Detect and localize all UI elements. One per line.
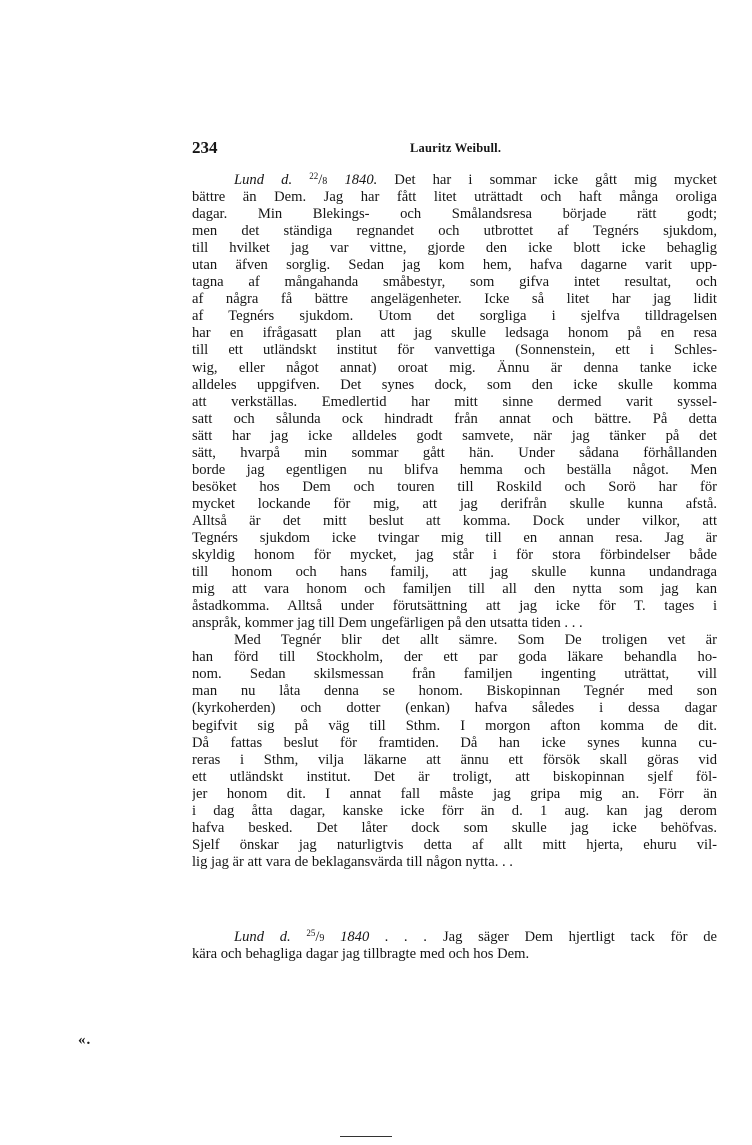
letter-1-line-1: Lund d. $^{22}$/8 1840. Det har i sommar icke gått mig mycket (234, 172, 717, 188)
letter-1-first-text: Det har i sommar icke gått mig mycket (394, 172, 717, 188)
letter1-line: besöket hos Dem och touren till Roskild och Sorö har för (192, 478, 717, 495)
letter1-line: man nu låta denna se honom. Biskopinnan Tegnér med son (192, 683, 717, 700)
letter1-line: (kyrkoherden) och dotter (enkan) hafva således i dessa dagar (192, 700, 717, 717)
margin-mark: «. (78, 1032, 92, 1048)
letter1-line: hafva besked. Det låter dock som skulle jag icke behöfvas. (192, 819, 717, 836)
letter1-line: skyldig honom för mycket, jag står i för stora förbindelser både (192, 547, 717, 564)
letter1-line: Tegnérs sjukdom icke tvingar mig till en annan resa. Jag är (192, 529, 717, 546)
letter1-line: tagna af mångahanda småbestyr, som gifva intet resultat, och (192, 274, 717, 291)
letter2-line: kära och behagliga dagar jag tillbragte med och hos Dem. (192, 946, 530, 963)
letter1-line: jer honom dit. I annat fall måste jag gripa mig an. Förr än (192, 785, 717, 802)
letter1-line: borde jag egentligen nu blifva hemma och beställa något. Men (192, 461, 717, 478)
letter-2-first-text: Jag säger Dem hjertligt tack för de (442, 929, 717, 945)
letter1-line: reras i Sthm, vilja läkarne att ännu ett försök skall göras vid (192, 751, 717, 768)
letter1-line: att verkställas. Emedlertid har mitt sinne dermed varit syssel- (192, 393, 717, 410)
running-head: Lauritz Weibull. (410, 141, 502, 155)
letter1-line: till ett utländskt institut för vanvettiga (Sonnenstein, ett i Schles- (192, 342, 717, 359)
letter1-line: lig jag är att vara de beklagansvärda till någon nytta. . . (192, 853, 513, 870)
footer-rule (340, 1136, 392, 1137)
page-number: 234 (192, 138, 218, 157)
letter-2-date-day: 25 (306, 929, 316, 938)
letter1-line: utan äfven sorglig. Sedan jag kom hem, hafva dagarne varit upp- (192, 257, 717, 274)
letter1-line: åstadkomma. Alltså under förutsättning att jag icke för T. tages i (192, 598, 717, 615)
letter-2-body (192, 946, 717, 963)
letter1-line: wig, eller något annat) oroat mig. Ännu är denna tanke icke (192, 359, 717, 376)
letter-1 (192, 172, 717, 871)
letter1-line: alldeles uppgifven. Det synes dock, som den icke skulle komma (192, 376, 717, 393)
letter1-line: dagar. Min Blekings- och Smålandsresa började rätt godt; (192, 206, 717, 223)
page-header (192, 138, 717, 162)
letter1-line: Sjelf önskar jag naturligtvis detta af allt mitt hjerta, ehuru vil- (192, 836, 717, 853)
letter1-line: anspråk, kommer jag till Dem ungefärligen på den utsatta tiden . . . (192, 615, 583, 632)
letter1-line: sätt har jag icke alldeles godt samvete, när jag tänker på det (192, 427, 717, 444)
letter1-line: har en ifrågasatt plan att jag skulle ledsaga honom på en resa (192, 325, 717, 342)
letter-1-year: 1840. (344, 172, 378, 188)
letter1-line: sätt, hvarpå min sommar gått hän. Under sådana förhållanden (192, 444, 717, 461)
letter1-line: mycket lockande för mig, att jag derifrån skulle kunna afstå. (192, 495, 717, 512)
letter1-line: ett utländskt institut. Det är troligt, att biskopinnan sjelf föl- (192, 768, 717, 785)
letter1-line: begifvit sig på väg till Sthm. I morgon afton komma de dit. (192, 717, 717, 734)
letter-2 (192, 929, 717, 963)
letter-2-date-month: 9 (319, 933, 325, 944)
letter1-line: mig att vara honom och familjen till all den nytta som jag kan (192, 581, 717, 598)
letter1-line: af Tegnérs sjukdom. Utom det sorgliga i sjelfva tilldragelsen (192, 308, 717, 325)
letter1-line: satt och sålunda ock hindradt från annat och bättre. På detta (192, 410, 717, 427)
letter-2-year: 1840 . . . (340, 929, 428, 945)
letter-2-place: Lund d. (234, 929, 291, 945)
letter1-line: i dag åtta dagar, kanske icke förr än d. 1 aug. kan jag derom (192, 802, 717, 819)
letter1-line: till hvilket jag var vittne, gjorde den icke blott icke behaglig (192, 240, 717, 257)
letter1-line: till honom och hans familj, att jag skulle kunna undandraga (192, 564, 717, 581)
letter-1-date-month: 8 (322, 176, 328, 187)
letter1-line: Då fattas beslut för framtiden. Då han icke synes kunna cu- (192, 734, 717, 751)
letter-1-date-day: 22 (309, 172, 319, 181)
letter1-line: Med Tegnér blir det allt sämre. Som De troligen vet är (234, 632, 717, 649)
letter1-line: af några få bättre angelägenheter. Icke så litet har jag lidit (192, 291, 717, 308)
letter-1-place: Lund d. (234, 172, 293, 188)
letter1-line: han förd till Stockholm, der ett par goda läkare behandla ho- (192, 649, 717, 666)
letter-1-body (192, 189, 717, 871)
letter1-line: men det ständiga regnandet och utbrottet af Tegnérs sjukdom, (192, 223, 717, 240)
letter1-line: Alltså är det mitt beslut att komma. Dock under vilkor, att (192, 512, 717, 529)
letter1-line: nom. Sedan skilsmessan från familjen ingenting uträttat, vill (192, 666, 717, 683)
letter1-line: bättre än Dem. Jag har fått litet uträttadt och haft många oroliga (192, 189, 717, 206)
letter-2-line-1: Lund d. $^{25}$/9 1840 . . . Jag säger Dem hjertligt tack för de (234, 929, 717, 945)
